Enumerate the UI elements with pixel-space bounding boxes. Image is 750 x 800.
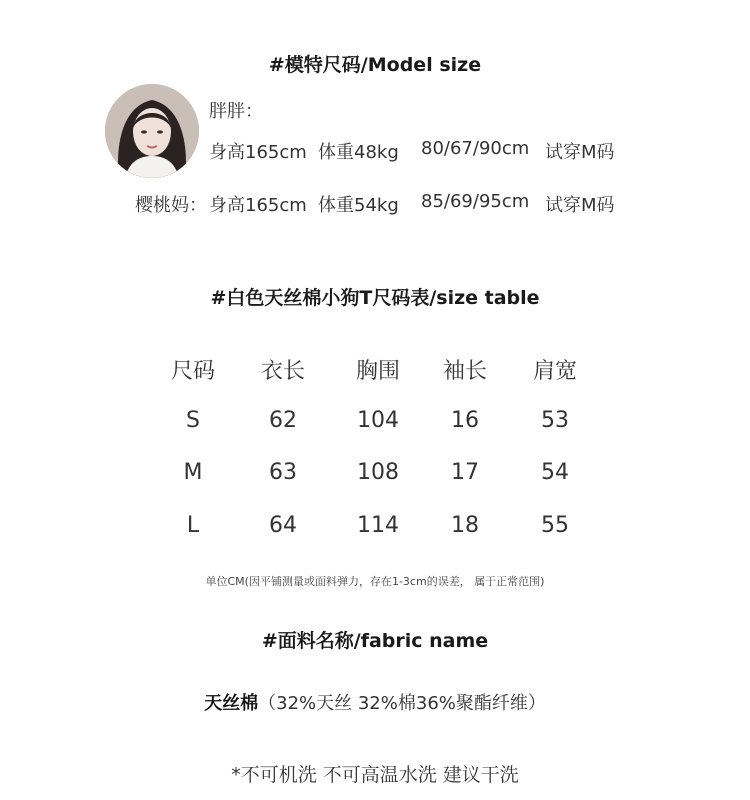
model-2-weight: 体重54kg [318,195,399,216]
table-cell: 64 [269,513,297,538]
size-table-heading: #白色天丝棉小狗T尺码表/size table [210,287,540,309]
table-cell: 16 [451,408,479,433]
model-2-height: 身高165cm [209,195,307,216]
table-header-shoulder: 肩宽 [532,359,577,384]
model-1-weight: 体重48kg [318,142,399,163]
table-cell: 18 [451,513,479,538]
measurement-note: 单位CM(因平铺测量或面料弹力，存在1-3cm的误差， 属于正常范围) [205,575,545,588]
model-2-fit: 试穿M码 [545,195,615,216]
table-cell: 108 [357,460,399,485]
table-cell: 114 [357,513,399,538]
fabric-line [0,689,750,715]
table-cell: M [183,460,203,485]
fabric-name: 天丝棉 [204,693,259,714]
table-cell: S [186,408,200,433]
table-cell: 53 [541,408,569,433]
table-header-sleeve: 袖长 [442,359,487,384]
fabric-composition: （32%天丝 32%棉36%聚酯纤维） [258,693,546,714]
table-cell: 55 [541,513,569,538]
model-2-measurements: 85/69/95cm [421,191,530,212]
table-cell: 104 [357,408,399,433]
table-cell: 63 [269,460,297,485]
model-2-name: 樱桃妈： [135,195,207,216]
model-avatar [105,84,199,178]
care-instructions: *不可机洗 不可高温水洗 建议干洗 [231,764,519,786]
table-cell: 17 [451,460,479,485]
model-1-name: 胖胖： [209,101,263,122]
table-header-length: 衣长 [260,359,305,384]
model-1-height: 身高165cm [209,142,307,163]
table-header-size: 尺码 [170,359,215,384]
table-header-chest: 胸围 [355,359,400,384]
table-cell: L [186,513,200,538]
fabric-heading: #面料名称/fabric name [261,630,489,652]
model-1-fit: 试穿M码 [545,142,615,163]
model-1-measurements: 80/67/90cm [421,138,530,159]
model-size-heading: #模特尺码/Model size [268,54,482,76]
table-cell: 62 [269,408,297,433]
table-cell: 54 [541,460,569,485]
